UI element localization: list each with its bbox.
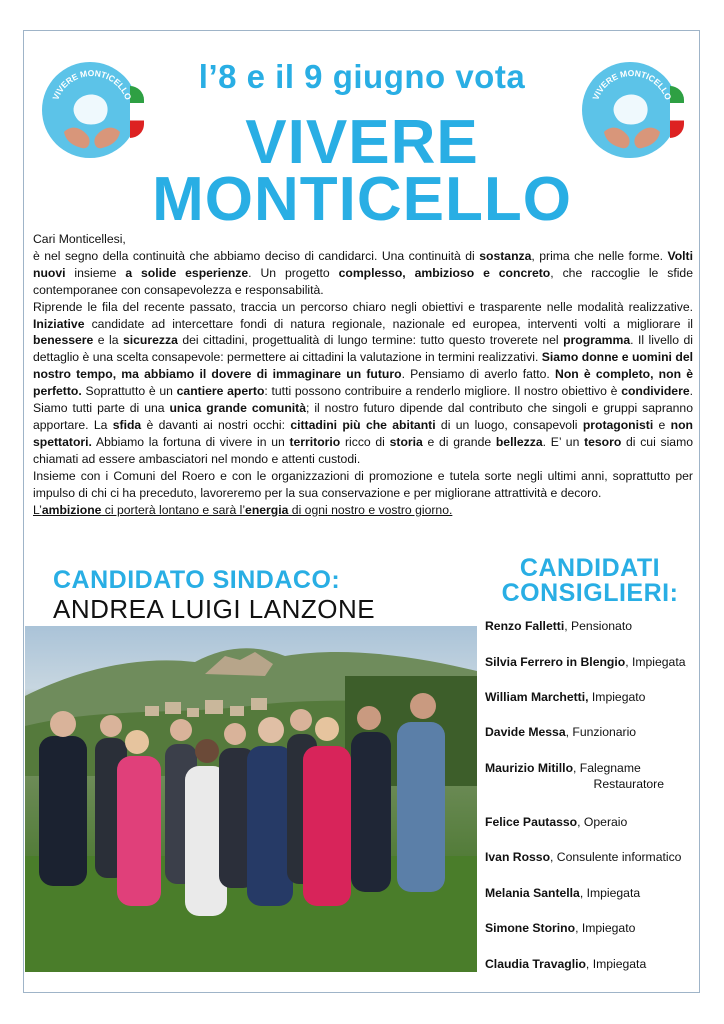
letter-paragraph-1: è nel segno della continuità che abbiamo deciso di candidarci. Una continuità di sostanza, prima che nelle forme. Volti nuovi insieme a solide esperienze. Un progetto complesso, ambizioso e concreto, che raccoglie le sfide contemporanee con consapevolezza e responsabilità. (33, 248, 693, 297)
svg-text:VIVERE MONTICELLO: VIVERE MONTICELLO (50, 67, 134, 102)
list-item: Melania Santella, Impiegata (485, 886, 641, 900)
letter-greeting: Cari Monticellesi, (33, 232, 126, 246)
council-candidates-heading-line2: CONSIGLIERI: (501, 579, 679, 607)
svg-text:VIVERE MONTICELLO: VIVERE MONTICELLO (590, 67, 674, 102)
council-candidates-heading-line1: CANDIDATI (519, 554, 661, 582)
list-item: Maurizio Mitillo, Falegname Restauratore (485, 761, 664, 791)
list-item: Claudia Travaglio, Impiegata (485, 957, 647, 971)
party-name-line1: VIVERE (245, 108, 479, 177)
letter-paragraph-3: Insieme con i Comuni del Roero e con le organizzazioni di promozione e tutela sorte negli ultimi anni, soprattutto per impulso di chi ci ha preceduto, lavoreremo per la sua conservazione e per migliorane attrattività e decoro. (33, 468, 693, 500)
open-letter (33, 231, 693, 518)
letter-paragraph-4: L’ambizione ci porterà lontano e sarà l’energia di ogni nostro e vostro giorno. (33, 502, 453, 517)
group-photo (25, 626, 477, 972)
list-item: Felice Pautasso, Operaio (485, 815, 628, 829)
party-name-line2: MONTICELLO (152, 165, 572, 234)
list-item: Silvia Ferrero in Blengio, Impiegata (485, 655, 686, 669)
list-item: Simone Storino, Impiegato (485, 921, 636, 935)
list-item: Davide Messa, Funzionario (485, 725, 637, 739)
list-item: Renzo Falletti, Pensionato (485, 619, 632, 633)
mayor-candidate-name: ANDREA LUIGI LANZONE (53, 594, 376, 624)
letter-paragraph-2: Riprende le fila del recente passato, traccia un percorso chiaro negli obiettivi e trasparente nelle modalità realizzative. Iniziative candidate ad intercettare fondi di natura regionale, nazionale ed europea, interventi volti a migliorare il benessere e la sicurezza dei cittadini, progettualità di lungo termine: tutto questo troverete nel programma. Il livello di dettaglio è una scelta consapevole: permettere ai cittadini la valutazione in termini realizzativi. Siamo donne e uomini del nostro tempo, ma abbiamo il dovere di immaginare un futuro. Pensiamo di averlo fatto. Non è completo, non è perfetto. Soprattutto è un cantiere aperto: tutti possono contribuire a renderlo migliore. Il nostro obiettivo è condividere. Siamo tutti parte di una unica grande comunità; il nostro futuro dipende dal contributo che singoli e gruppi sapranno apportare. La sfida è davanti ai nostri occhi: cittadini più che abitanti di un luogo, consapevoli protagonisti e non spettatori. Abbiamo la fortuna di vivere in un territorio ricco di storia e di grande bellezza. E’ un tesoro di cui siamo chiamati ad essere ambasciatori nel mondo e attenti custodi. (33, 299, 694, 466)
list-item: Ivan Rosso, Consulente informatico (485, 850, 682, 864)
mayor-candidate-heading: CANDIDATO SINDACO: (53, 566, 341, 594)
list-item: William Marchetti, Impiegato (485, 690, 646, 704)
election-date-headline: l’8 e il 9 giugno vota (198, 58, 526, 95)
